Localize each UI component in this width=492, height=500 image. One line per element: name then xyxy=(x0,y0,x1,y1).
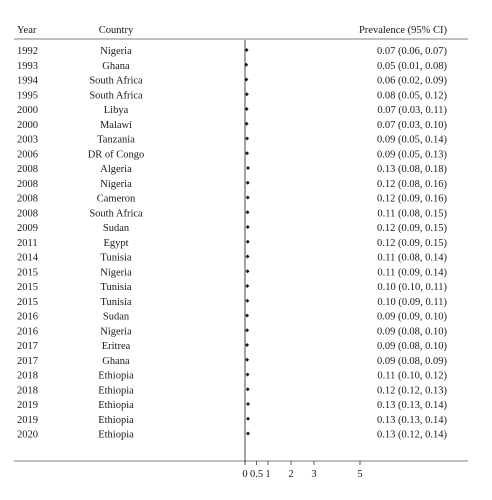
header-year: Year xyxy=(17,25,37,36)
estimate-diamond xyxy=(246,255,250,259)
estimate-diamond xyxy=(245,358,249,362)
row-prevalence-label: 0.05 (0.01, 0.08) xyxy=(377,60,447,72)
row-country: Algeria xyxy=(100,164,132,175)
row-prevalence-label: 0.13 (0.13, 0.14) xyxy=(377,400,447,411)
estimate-diamond xyxy=(245,343,249,347)
row-country: Sudan xyxy=(102,223,130,234)
row-prevalence-label: 0.13 (0.12, 0.14) xyxy=(377,429,447,441)
row-year: 2000 xyxy=(17,119,38,131)
row-prevalence-label: 0.11 (0.08, 0.15) xyxy=(377,208,447,220)
estimate-diamond xyxy=(246,417,250,421)
row-country: Libya xyxy=(103,105,129,116)
row-country: South Africa xyxy=(89,208,143,220)
row-year: 2018 xyxy=(17,385,38,397)
row-year: 2006 xyxy=(17,149,38,161)
row-prevalence-label: 0.11 (0.09, 0.14) xyxy=(377,267,447,279)
estimate-diamond xyxy=(246,269,250,273)
row-country: DR of Congo xyxy=(87,149,145,161)
column-headers xyxy=(17,25,448,36)
row-prevalence-label: 0.07 (0.03, 0.11) xyxy=(377,105,447,116)
x-tick-label: 5 xyxy=(357,469,363,480)
row-year: 2016 xyxy=(17,326,38,338)
row-year: 2019 xyxy=(17,400,38,411)
row-prevalence-label: 0.12 (0.08, 0.16) xyxy=(377,178,447,190)
row-prevalence-label: 0.11 (0.08, 0.14) xyxy=(377,252,447,264)
row-prevalence-label: 0.09 (0.05, 0.13) xyxy=(377,149,447,161)
row-country: Ethiopia xyxy=(98,414,134,426)
row-year: 1992 xyxy=(17,46,38,57)
row-country: Malawi xyxy=(99,119,133,131)
study-rows xyxy=(17,46,447,441)
row-country: Nigeria xyxy=(100,326,132,338)
row-country: Sudan xyxy=(102,311,130,323)
row-year: 2018 xyxy=(17,370,38,382)
row-year: 1993 xyxy=(17,60,38,72)
row-country: South Africa xyxy=(89,90,143,102)
estimate-diamond xyxy=(245,137,249,141)
row-prevalence-label: 0.12 (0.12, 0.13) xyxy=(377,385,447,397)
x-tick-label: 0 xyxy=(242,469,248,480)
estimate-diamond xyxy=(246,225,250,229)
estimate-diamond xyxy=(246,166,250,170)
row-prevalence-label: 0.09 (0.08, 0.10) xyxy=(377,326,447,338)
row-year: 2019 xyxy=(17,414,38,426)
row-year: 2017 xyxy=(17,355,38,367)
row-prevalence-label: 0.09 (0.05, 0.14) xyxy=(377,134,447,146)
estimate-diamond xyxy=(246,196,250,200)
x-tick-label: 2 xyxy=(288,469,294,480)
header-country: Country xyxy=(98,25,134,36)
estimate-diamond xyxy=(246,181,250,185)
row-country: Cameron xyxy=(96,193,136,205)
row-prevalence-label: 0.09 (0.09, 0.10) xyxy=(377,311,447,323)
row-country: Ethiopia xyxy=(98,370,134,382)
row-country: Eritrea xyxy=(101,341,131,352)
estimate-diamond xyxy=(246,387,250,391)
row-year: 2008 xyxy=(17,208,38,220)
row-prevalence-label: 0.07 (0.06, 0.07) xyxy=(377,46,447,57)
row-year: 1994 xyxy=(17,75,38,87)
x-tick-label: 0.5 xyxy=(249,469,264,480)
row-year: 2008 xyxy=(17,164,38,175)
row-prevalence-label: 0.06 (0.02, 0.09) xyxy=(377,75,447,87)
row-country: Tanzania xyxy=(97,134,135,146)
row-country: Tunisia xyxy=(100,296,132,308)
estimate-diamond xyxy=(245,314,249,318)
row-country: Nigeria xyxy=(100,267,132,279)
row-prevalence-label: 0.12 (0.09, 0.15) xyxy=(377,223,447,234)
row-year: 2008 xyxy=(17,178,38,190)
estimate-diamond xyxy=(246,432,250,436)
row-year: 2003 xyxy=(17,134,38,146)
row-year: 2015 xyxy=(17,282,38,293)
row-country: Ethiopia xyxy=(98,400,134,411)
row-country: Ethiopia xyxy=(98,429,134,441)
row-country: Nigeria xyxy=(100,178,132,190)
header-prevalence: Prevalence (95% CI) xyxy=(358,25,447,36)
row-country: South Africa xyxy=(89,75,143,87)
row-country: Egypt xyxy=(103,237,129,249)
x-axis xyxy=(242,461,362,480)
estimate-diamond xyxy=(245,328,249,332)
row-prevalence-label: 0.07 (0.03, 0.10) xyxy=(377,119,447,131)
row-year: 2014 xyxy=(17,252,38,264)
row-prevalence-label: 0.10 (0.09, 0.11) xyxy=(377,296,447,308)
row-country: Nigeria xyxy=(100,46,132,57)
estimate-diamond xyxy=(246,240,250,244)
row-prevalence-label: 0.09 (0.08, 0.10) xyxy=(377,341,447,352)
row-year: 2015 xyxy=(17,267,38,279)
row-prevalence-label: 0.12 (0.09, 0.16) xyxy=(377,193,447,205)
row-prevalence-label: 0.13 (0.08, 0.18) xyxy=(377,164,447,175)
row-country: Ghana xyxy=(102,355,130,367)
row-year: 2011 xyxy=(17,237,38,249)
row-year: 2016 xyxy=(17,311,38,323)
row-prevalence-label: 0.13 (0.13, 0.14) xyxy=(377,414,447,426)
estimate-diamond xyxy=(245,151,249,155)
estimate-diamond xyxy=(246,210,250,214)
x-tick-label: 3 xyxy=(311,469,317,480)
row-country: Tunisia xyxy=(100,282,132,293)
row-prevalence-label: 0.12 (0.09, 0.15) xyxy=(377,237,447,249)
row-year: 2008 xyxy=(17,193,38,205)
row-country: Tunisia xyxy=(100,252,132,264)
row-year: 1995 xyxy=(17,90,38,102)
estimate-diamond xyxy=(245,299,249,303)
row-year: 2017 xyxy=(17,341,38,352)
estimate-diamond xyxy=(246,373,250,377)
estimate-diamond xyxy=(245,284,249,288)
row-prevalence-label: 0.09 (0.08, 0.09) xyxy=(377,355,447,367)
row-country: Ghana xyxy=(102,60,130,72)
row-year: 2009 xyxy=(17,223,38,234)
row-prevalence-label: 0.11 (0.10, 0.12) xyxy=(377,370,447,382)
row-year: 2020 xyxy=(17,429,38,441)
row-year: 2000 xyxy=(17,105,38,116)
row-prevalence-label: 0.08 (0.05, 0.12) xyxy=(377,90,447,102)
estimate-diamond xyxy=(246,402,250,406)
row-year: 2015 xyxy=(17,296,38,308)
row-country: Ethiopia xyxy=(98,385,134,397)
row-prevalence-label: 0.10 (0.10, 0.11) xyxy=(377,282,447,293)
x-tick-label: 1 xyxy=(265,469,271,480)
